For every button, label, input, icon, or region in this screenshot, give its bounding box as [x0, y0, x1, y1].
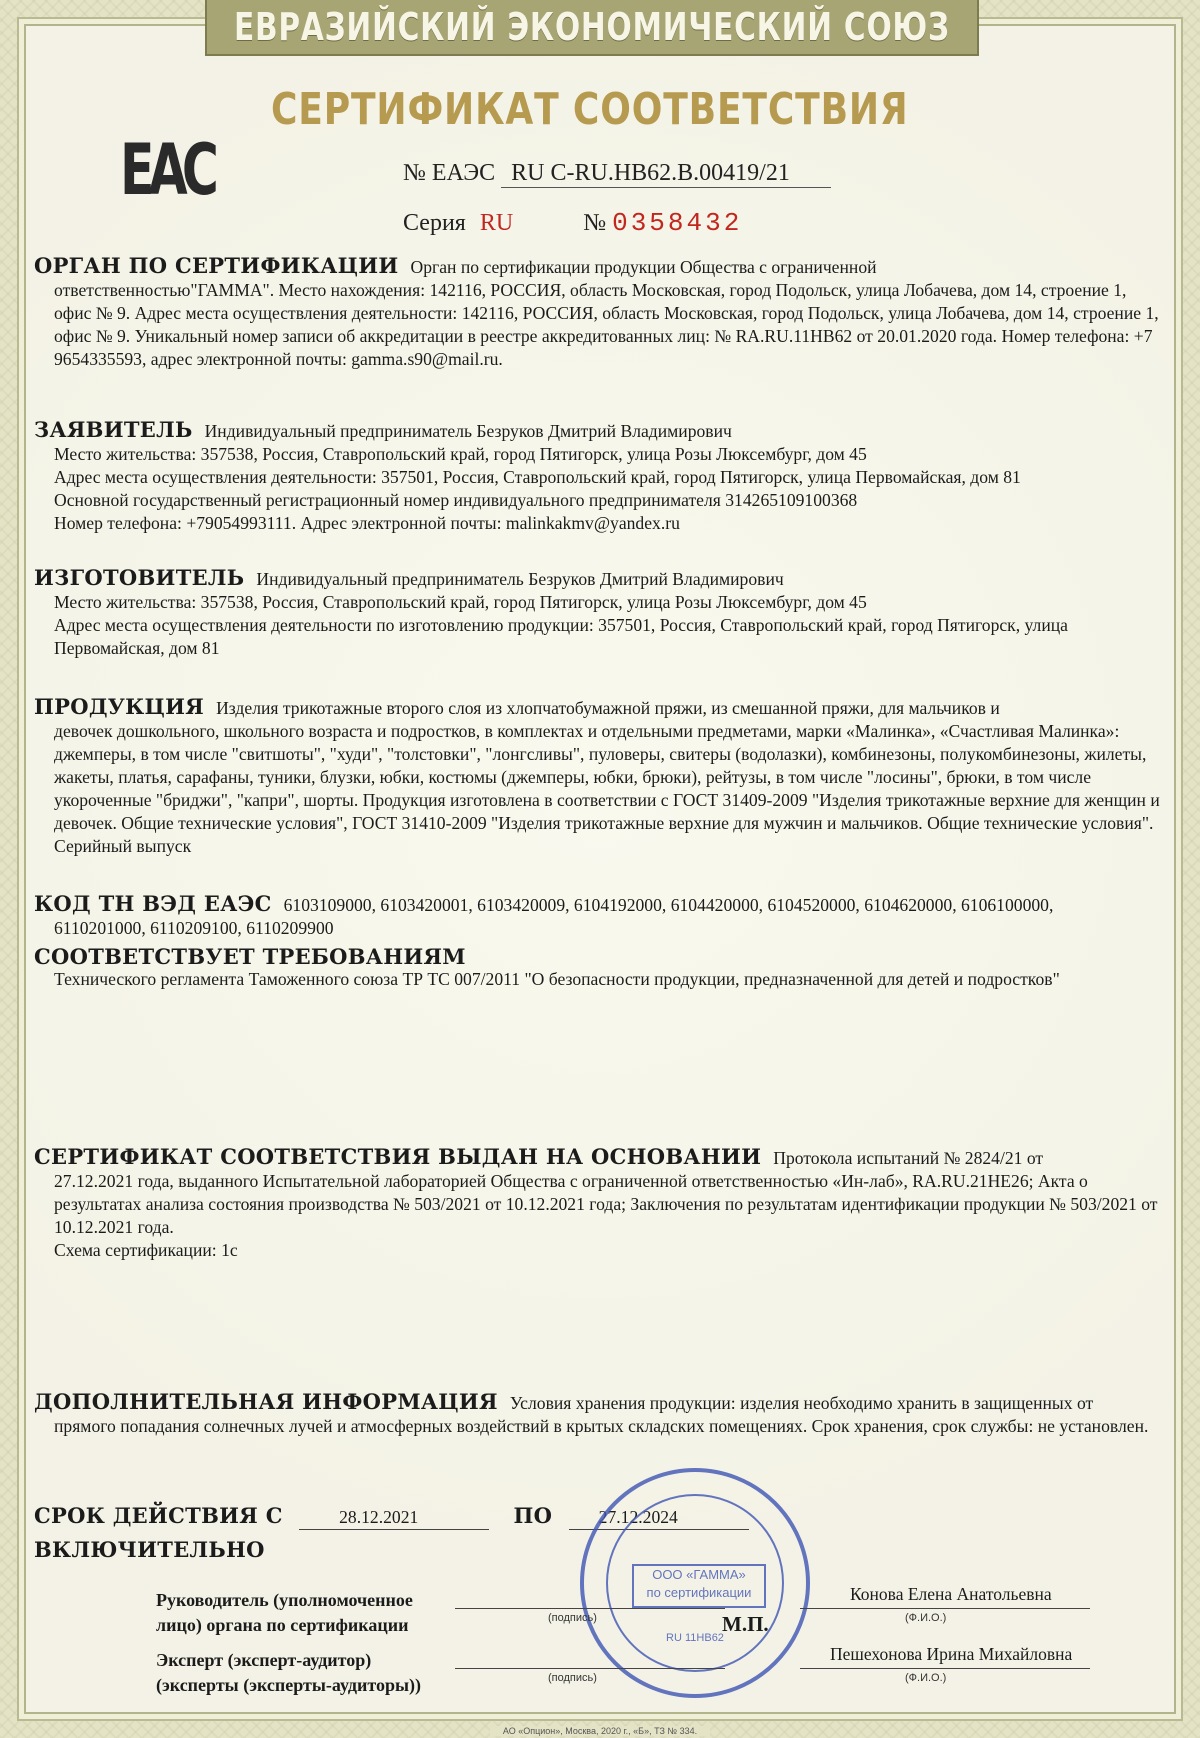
document-title: СЕРТИФИКАТ СООТВЕТСТВИЯ — [271, 84, 909, 135]
validity-from-label: СРОК ДЕЙСТВИЯ С — [34, 1503, 283, 1528]
expert-signature-line — [455, 1668, 725, 1669]
union-banner — [205, 0, 979, 56]
applicant-section: ЗАЯВИТЕЛЬ Индивидуальный предприниматель Безруков Дмитрий Владимирович Место жительства: 357538, Россия, Ставропольский край, город Пятигорск, улица Розы Люксембург, дом 45 Адрес места осуществления деятельности: 357501, Россия, Ставропольский край, город Пятигорск, улица Первомайская, дом 81 Основной государственный регистрационный номер индивидуального предпринимателя 314265109100368 Номер телефона: +79054993111. Адрес электронной почты: malinkakmv@yandex.ru — [34, 417, 1021, 533]
validity-to: 27.12.2024 — [569, 1506, 749, 1530]
manufacturer-heading: ИЗГОТОВИТЕЛЬ — [34, 565, 245, 590]
expert-name-line — [800, 1668, 1090, 1669]
code-section: КОД ТН ВЭД ЕАЭС 6103109000, 6103420001, 6103420009, 6104192000, 6104420000, 6104520000, 6104620000, 6106100000, 6110201000, 6110209100, 6110209900 — [34, 891, 1054, 938]
validity-inclusive-label: ВКЛЮЧИТЕЛЬНО — [34, 1537, 265, 1562]
applicant-heading: ЗАЯВИТЕЛЬ — [34, 417, 193, 442]
validity-to-label: ПО — [513, 1503, 553, 1528]
head-signature-line — [455, 1608, 725, 1609]
head-signatory-name: Конова Елена Анатольевна — [850, 1584, 1052, 1604]
additional-section: ДОПОЛНИТЕЛЬНАЯ ИНФОРМАЦИЯ Условия хранения продукции: изделия необходимо хранить в защищенных от прямого попадания солнечных лучей и атмосферных воздействий в крытых складских помещениях. Срок хранения, срок службы: не установлен. — [34, 1389, 1149, 1436]
head-name-line — [800, 1608, 1090, 1609]
serial-number: 0358432 — [612, 208, 743, 238]
conformity-section: СООТВЕТСТВУЕТ ТРЕБОВАНИЯМ Технического регламента Таможенного союза ТР ТС 007/2011 "О безопасности продукции, предназначенной для детей и подростков" — [34, 945, 1166, 991]
printer-footer: АО «Опцион», Москва, 2020 г., «Б», ТЗ № 334. — [490, 1726, 710, 1736]
organ-heading: ОРГАН ПО СЕРТИФИКАЦИИ — [34, 253, 399, 278]
validity-from: 28.12.2021 — [299, 1506, 489, 1530]
series-line: Серия RU № 0358432 — [403, 208, 743, 238]
mp-label: М.П. — [722, 1612, 769, 1636]
seal-stamp — [580, 1468, 810, 1698]
basis-heading: СЕРТИФИКАТ СООТВЕТСТВИЯ ВЫДАН НА ОСНОВАНИИ — [34, 1144, 762, 1169]
manufacturer-section: ИЗГОТОВИТЕЛЬ Индивидуальный предприниматель Безруков Дмитрий Владимирович Место жительства: 357538, Россия, Ставропольский край, город Пятигорск, улица Розы Люксембург, дом 45 Адрес места осуществления деятельности по изготовлению продукции: 357501, Россия, Ставропольский край, город Пятигорск, улица Первомайская, дом 81 — [34, 565, 1068, 658]
head-fio-hint: (Ф.И.О.) — [905, 1612, 947, 1624]
additional-heading: ДОПОЛНИТЕЛЬНАЯ ИНФОРМАЦИЯ — [34, 1389, 498, 1414]
expert-fio-hint: (Ф.И.О.) — [905, 1672, 947, 1684]
certificate-number: № ЕАЭС RU C-RU.HB62.B.00419/21 — [403, 160, 831, 188]
eac-logo-icon: ЕАС — [120, 129, 214, 211]
stamp-box: ООО «ГАММА» по сертификации — [632, 1564, 766, 1608]
certificate-number-value: RU C-RU.HB62.B.00419/21 — [501, 160, 831, 188]
union-title: ЕВРАЗИЙСКИЙ ЭКОНОМИЧЕСКИЙ СОЮЗ — [234, 5, 950, 49]
stamp-code: RU 11HB62 — [666, 1632, 724, 1644]
expert-signature-hint: (подпись) — [548, 1672, 597, 1684]
expert-name: Пешехонова Ирина Михайловна — [830, 1644, 1073, 1664]
product-section: ПРОДУКЦИЯ Изделия трикотажные второго слоя из хлопчатобумажной пряжи, из смешанной пряжи, для мальчиков и девочек дошкольного, школьного возраста и подростков, в комплектах и отдельными предметами, марки «Малинка», «Счастливая Малинка»: джемперы, в том числе "свитшоты", "худи", "толстовки", "лонгсливы", пуловеры, свитеры (водолазки), комбинезоны, полукомбинезоны, жилеты, жакеты, платья, сарафаны, туники, блузки, юбки, костюмы (джемперы, юбки, брюки), рейтузы, в том числе "лосины", брюки, в том числе укороченные "бриджи", "капри", шорты. Продукция изготовлена в соответствии с ГОСТ 31409-2009 "Изделия трикотажные верхние для женщин и девочек. Общие технические условия", ГОСТ 31410-2009 "Изделия трикотажные верхние для мужчин и мальчиков. Общие технические условия". Серийный выпуск — [34, 694, 1160, 856]
series-value: RU — [479, 210, 514, 236]
product-heading: ПРОДУКЦИЯ — [34, 694, 205, 719]
organ-section: ОРГАН ПО СЕРТИФИКАЦИИ Орган по сертификации продукции Общества с ограниченной ответственностью"ГАММА". Место нахождения: 142116, РОССИЯ, область Московская, город Подольск, улица Лобачева, дом 14, строение 1, офис № 9. Адрес места осуществления деятельности: 142116, РОССИЯ, область Московская, город Подольск, улица Лобачева, дом 14, строение 1, офис № 9. Уникальный номер записи об аккредитации в реестре аккредитованных лиц: № RA.RU.11HB62 от 20.01.2020 года. Номер телефона: +7 9654335593, адрес электронной почты: gamma.s90@mail.ru. — [34, 253, 1159, 369]
head-signature-hint: (подпись) — [548, 1612, 597, 1624]
basis-section: СЕРТИФИКАТ СООТВЕТСТВИЯ ВЫДАН НА ОСНОВАНИИ Протокола испытаний № 2824/21 от 27.12.2021 года, выданного Испытательной лабораторией Общества с ограниченной ответственностью «Ин-лаб», RA.RU.21HE26; Акта о результатах анализа состояния производства № 503/2021 от 10.12.2021 года; Заключения по результатам идентификации продукции № 503/2021 от 10.12.2021 года. Схема сертификации: 1с — [34, 1144, 1158, 1260]
head-signatory-label: Руководитель (уполномоченное лицо) органа по сертификации — [156, 1590, 413, 1635]
conformity-heading: СООТВЕТСТВУЕТ ТРЕБОВАНИЯМ — [34, 944, 466, 969]
code-heading: КОД ТН ВЭД ЕАЭС — [34, 891, 272, 916]
expert-label: Эксперт (эксперт-аудитор) (эксперты (эксперты-аудиторы)) — [156, 1650, 422, 1695]
